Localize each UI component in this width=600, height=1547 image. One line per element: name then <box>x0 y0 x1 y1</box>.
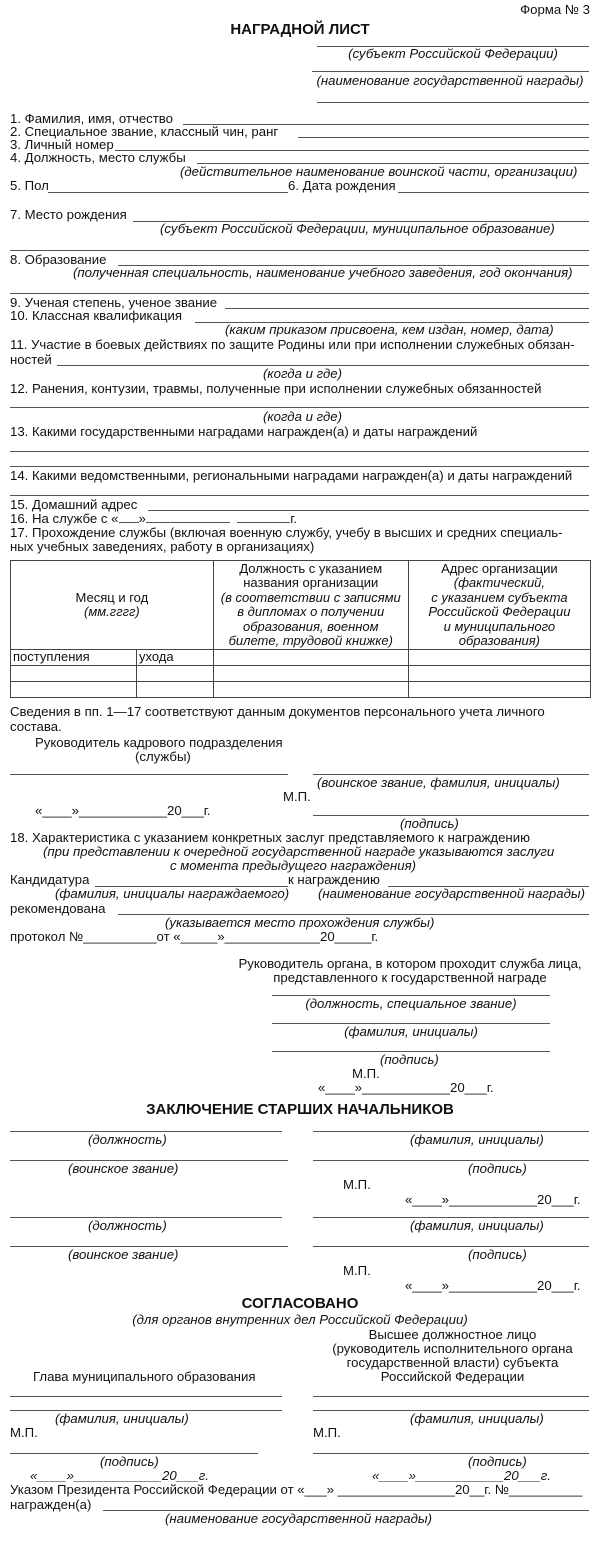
decree-award-hint: (наименование государственной награды) <box>165 1511 432 1526</box>
signature-hint: (подпись) <box>400 816 459 831</box>
left-name-hint: (фамилия, инициалы) <box>55 1411 189 1426</box>
birth-date-field[interactable] <box>398 192 589 193</box>
table-row <box>11 665 591 681</box>
position-header-line: названия организации <box>243 575 379 590</box>
service-start-year-field[interactable] <box>237 512 290 523</box>
right-official-title: Высшее должностное лицо <box>368 1327 537 1342</box>
right-signature-hint: (подпись) <box>468 1454 527 1469</box>
start-subheader: поступления <box>11 650 137 666</box>
table-cell[interactable] <box>408 665 590 681</box>
service-history-table <box>10 560 591 698</box>
field-11-label-2: ностей <box>10 352 52 367</box>
candidate-award-hint: (наименование государственной награды) <box>318 886 585 901</box>
stamp-label: М.П. <box>283 789 311 804</box>
table-subheader-row <box>11 650 591 666</box>
rank-name-hint: (воинское звание, фамилия, инициалы) <box>317 775 560 790</box>
field-11-label: 11. Участие в боевых действиях по защите Родины или при исполнении служебных обязан- <box>10 337 575 352</box>
agreed-subtitle: (для органов внутренних дел Российской Федерации) <box>132 1312 468 1327</box>
table-cell[interactable] <box>408 681 590 697</box>
org-head-position-hint: (должность, специальное звание) <box>305 996 517 1011</box>
table-cell[interactable] <box>11 681 137 697</box>
field-17-label: 17. Прохождение службы (включая военную службу, учебу в высших и средних специаль- <box>10 525 563 540</box>
seniors-title: ЗАКЛЮЧЕНИЕ СТАРШИХ НАЧАЛЬНИКОВ <box>146 1101 454 1118</box>
field-7-hint: (субъект Российской Федерации, муниципальное образование) <box>160 221 555 236</box>
left-date-field[interactable]: «____»____________20___г. <box>30 1468 209 1483</box>
position-header-hint: образования, военном <box>243 618 379 634</box>
extra-field[interactable] <box>317 102 589 103</box>
field-7-label: 7. Место рождения <box>10 207 127 222</box>
table-header-row <box>11 561 591 650</box>
field-18-label: 18. Характеристика с указанием конкретных заслуг представляемого к награждению <box>10 830 530 845</box>
field-12-label: 12. Ранения, контузии, травмы, полученные при исполнении служебных обязанностей <box>10 381 542 396</box>
field-17-label-2: ных учебных заведениях, работу в организациях) <box>10 539 315 554</box>
address-header-hint: и муниципального <box>443 618 556 634</box>
position-header <box>213 561 408 650</box>
hr-date-field[interactable]: «____»____________20___г. <box>35 803 211 818</box>
left-stamp: М.П. <box>10 1425 38 1440</box>
to-award-label: к награждению <box>288 872 380 887</box>
senior-2-date-field[interactable]: «____»____________20___г. <box>405 1278 581 1293</box>
field-10-hint: (каким приказом присвоена, кем издан, номер, дата) <box>225 322 554 337</box>
senior-2-stamp: М.П. <box>343 1263 371 1278</box>
senior-1-name-hint: (фамилия, инициалы) <box>410 1132 544 1147</box>
right-stamp: М.П. <box>313 1425 341 1440</box>
field-16-label <box>10 511 297 526</box>
table-cell[interactable] <box>408 650 590 666</box>
field-16-mid: » <box>138 511 146 526</box>
field-4-label: 4. Должность, место службы <box>10 150 186 165</box>
field-1-label: 1. Фамилия, имя, отчество <box>10 111 174 126</box>
right-official-title-2: (руководитель исполнительного органа <box>332 1341 573 1356</box>
sex-field[interactable] <box>48 192 288 193</box>
recommended-label: рекомендована <box>10 901 106 916</box>
field-12-hint: (когда и где) <box>263 409 342 424</box>
table-cell[interactable] <box>213 650 408 666</box>
field-5-label: 5. Пол <box>10 178 49 193</box>
left-signature-hint: (подпись) <box>100 1454 159 1469</box>
field-13-label: 13. Какими государственными наградами награжден(а) и даты награждений <box>10 424 478 439</box>
personal-number-field[interactable] <box>115 150 589 151</box>
senior-1-signature-field[interactable] <box>313 1160 589 1161</box>
org-head-stamp: М.П. <box>352 1066 380 1081</box>
right-name-hint: (фамилия, инициалы) <box>410 1411 544 1426</box>
field-9-label: 9. Ученая степень, ученое звание <box>10 295 218 310</box>
senior-2-position-hint: (должность) <box>88 1218 167 1233</box>
service-place-hint: (указывается место прохождения службы) <box>165 915 435 930</box>
table-cell[interactable] <box>213 681 408 697</box>
left-official-title: Глава муниципального образования <box>33 1369 256 1384</box>
field-14-label: 14. Какими ведомственными, региональными наградами награжден(а) и даты награждений <box>10 468 573 483</box>
address-header-hint: Российской Федерации <box>428 604 571 619</box>
document-title: НАГРАДНОЙ ЛИСТ <box>230 21 370 38</box>
address-header-line: Адрес организации <box>441 560 558 576</box>
org-head-signature-hint: (подпись) <box>380 1052 439 1067</box>
senior-1-position-hint: (должность) <box>88 1132 167 1147</box>
award-name-hint: (наименование государственной награды) <box>316 73 584 88</box>
hr-statement-2: состава. <box>10 719 62 734</box>
senior-1-rank-hint: (воинское звание) <box>68 1161 179 1176</box>
field-8-hint: (полученная специальность, наименование учебного заведения, год окончания) <box>73 265 573 280</box>
right-date-field[interactable]: «____»____________20___г. <box>372 1468 551 1483</box>
state-awards-field-2[interactable] <box>10 466 589 467</box>
address-header-hint: с указанием субъекта <box>431 589 568 605</box>
right-signature-field[interactable] <box>313 1453 589 1454</box>
address-header-hint: (фактический, <box>453 575 546 590</box>
agreed-title: СОГЛАСОВАНО <box>241 1295 359 1312</box>
left-official-field[interactable] <box>10 1396 282 1397</box>
field-15-label: 15. Домашний адрес <box>10 497 138 512</box>
senior-2-name-hint: (фамилия, инициалы) <box>410 1218 544 1233</box>
field-10-label: 10. Классная квалификация <box>10 308 183 323</box>
senior-2-signature-hint: (подпись) <box>468 1247 527 1262</box>
field-16-suffix: г. <box>290 511 298 526</box>
decree-line[interactable]: Указом Президента Российской Федерации от «___» ________________20__г. №__________ <box>10 1482 583 1497</box>
table-cell[interactable] <box>213 665 408 681</box>
awarded-label: награжден(а) <box>10 1497 92 1512</box>
org-head-name-hint: (фамилия, инициалы) <box>344 1024 478 1039</box>
address-header <box>408 561 590 650</box>
position-header-hint: билете, трудовой книжке) <box>228 633 393 648</box>
senior-2-rank-hint: (воинское звание) <box>68 1247 179 1262</box>
month-year-hint: (мм.гггг) <box>84 604 140 619</box>
month-year-header <box>11 561 214 650</box>
table-row <box>11 681 591 697</box>
hr-head-title: Руководитель кадрового подразделения <box>35 735 283 750</box>
org-head-date-field[interactable]: «____»____________20___г. <box>318 1080 494 1095</box>
right-official-title-4: Российской Федерации <box>380 1369 525 1384</box>
org-head-title: Руководитель органа, в котором проходит служба лица, <box>238 956 582 971</box>
service-start-month-field[interactable] <box>146 512 230 523</box>
field-18-hint: (при представлении к очередной государственной награде указываются заслуги <box>43 844 555 859</box>
right-official-field[interactable] <box>313 1396 589 1397</box>
senior-1-date-field[interactable]: «____»____________20___г. <box>405 1192 581 1207</box>
degree-field[interactable] <box>225 308 589 309</box>
field-2-label: 2. Специальное звание, классный чин, ранг <box>10 124 279 139</box>
hr-head-position-field[interactable] <box>10 774 288 775</box>
subject-hint: (субъект Российской Федерации) <box>348 46 558 61</box>
field-6-label: 6. Дата рождения <box>288 178 396 193</box>
field-18-hint-2: с момента предыдущего награждения) <box>170 858 417 873</box>
org-head-title-2: представленного к государственной награде <box>273 970 547 985</box>
rank-field[interactable] <box>298 137 589 138</box>
position-header-hint: в дипломах о получении <box>237 604 385 619</box>
table-cell[interactable] <box>137 681 214 697</box>
right-official-title-3: государственной власти) субъекта <box>346 1355 559 1370</box>
table-cell[interactable] <box>137 665 214 681</box>
end-subheader: ухода <box>137 650 214 666</box>
protocol-field[interactable]: протокол №__________от «_____»_____________20_____г. <box>10 929 379 944</box>
education-field-2[interactable] <box>10 293 589 294</box>
award-name-field[interactable] <box>312 71 589 72</box>
service-start-day-field[interactable] <box>119 512 139 523</box>
dept-awards-field[interactable] <box>10 495 589 496</box>
table-cell[interactable] <box>11 665 137 681</box>
month-year-title: Месяц и год <box>75 589 149 605</box>
senior-1-signature-hint: (подпись) <box>468 1161 527 1176</box>
address-header-hint: образования) <box>458 633 540 648</box>
senior-1-stamp: М.П. <box>343 1177 371 1192</box>
field-11-hint: (когда и где) <box>263 366 342 381</box>
state-awards-field[interactable] <box>10 451 589 452</box>
field-3-label: 3. Личный номер <box>10 137 114 152</box>
position-header-line: Должность с указанием <box>239 560 383 576</box>
injuries-field[interactable] <box>10 407 589 408</box>
field-16-prefix: 16. На службе с « <box>10 511 119 526</box>
field-8-label: 8. Образование <box>10 252 107 267</box>
candidate-hint: (фамилия, инициалы награждаемого) <box>55 886 290 901</box>
senior-2-signature-field[interactable] <box>313 1246 589 1247</box>
candidate-label: Кандидатура <box>10 872 90 887</box>
position-header-hint: (в соответствии с записями <box>220 589 401 605</box>
field-4-hint: (действительное наименование воинской части, организации) <box>180 164 578 179</box>
form-number: Форма № 3 <box>520 2 590 17</box>
hr-statement: Сведения в пп. 1—17 соответствуют данным документов персонального учета личного <box>10 704 545 719</box>
birth-place-field-2[interactable] <box>10 250 589 251</box>
hr-head-title-2: (службы) <box>135 749 191 764</box>
